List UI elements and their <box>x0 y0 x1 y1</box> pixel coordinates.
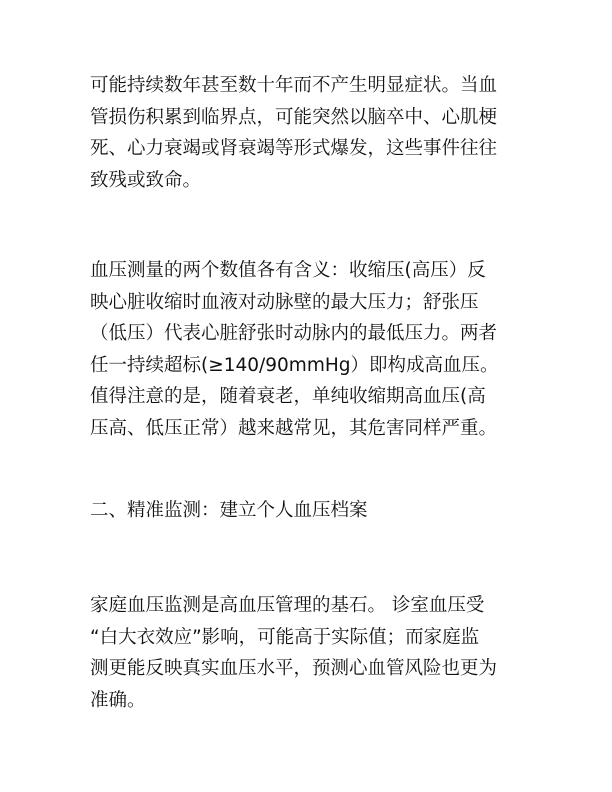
text-line: 致残或致命。 <box>90 169 202 191</box>
section-heading <box>90 495 530 527</box>
text-line: 准确。 <box>90 689 146 711</box>
text-line: 压高、低压正常）越来越常见，其危害同样严重。 <box>90 417 498 439</box>
text-line: 值得注意的是，随着衰老，单纯收缩期高血压(高 <box>90 386 486 407</box>
text-line: 任一持续超标(≥140/90mmHg）即构成高血压。 <box>90 354 499 376</box>
heading-text: 二、精准监测：建立个人血压档案 <box>90 500 368 521</box>
text-line: 测更能反映真实血压水平，预测心血管风险也更为 <box>90 658 498 679</box>
text-line: 家庭血压监测是高血压管理的基石。 诊室血压受 <box>90 595 485 616</box>
paragraph-hypertension-consequences <box>90 70 530 196</box>
text-line: “白大衣效应”影响，可能高于实际值；而家庭监 <box>90 626 480 648</box>
text-line: （低压）代表心脏舒张时动脉内的最低压力。两者 <box>90 323 498 344</box>
text-line: 管损伤积累到临界点，可能突然以脑卒中、心肌梗 <box>90 106 498 128</box>
text-line: 死、心力衰竭或肾衰竭等形式爆发，这些事件往往 <box>90 138 498 159</box>
text-line: 可能持续数年甚至数十年而不产生明显症状。当血 <box>90 75 498 96</box>
text-line: 映心脏收缩时血液对动脉壁的最大压力；舒张压 <box>90 291 479 313</box>
text-line: 血压测量的两个数值各有含义：收缩压(高压）反 <box>90 260 486 281</box>
paragraph-blood-pressure-values <box>90 255 530 444</box>
paragraph-home-monitoring <box>90 590 530 716</box>
